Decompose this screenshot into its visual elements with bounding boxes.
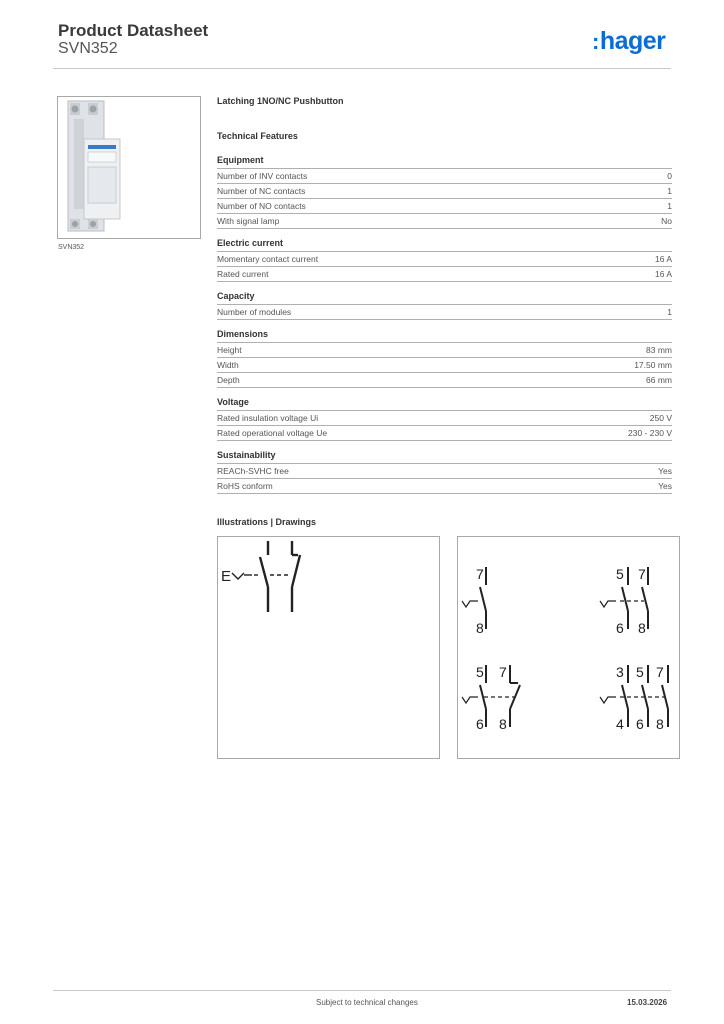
- section-title: Voltage: [217, 397, 672, 411]
- terminal-label: 6: [636, 716, 644, 732]
- spec-row: [217, 184, 672, 199]
- spec-label: Width: [217, 360, 239, 370]
- spec-row: [217, 373, 672, 388]
- symbol-drawing: [217, 536, 440, 759]
- terminal-label: 3: [616, 664, 624, 680]
- terminal-label: 6: [476, 716, 484, 732]
- spec-value: 0: [667, 171, 672, 181]
- spec-label: Height: [217, 345, 242, 355]
- spec-row: [217, 479, 672, 494]
- terminal-label: 4: [616, 716, 624, 732]
- spec-label: REACh-SVHC free: [217, 466, 289, 476]
- hager-logo: :hager: [592, 27, 666, 55]
- terminal-label: 7: [656, 664, 664, 680]
- product-image: [57, 96, 201, 239]
- product-name: Latching 1NO/NC Pushbutton: [217, 96, 344, 106]
- page-title: Product Datasheet: [58, 21, 209, 40]
- section-capacity: [217, 291, 672, 320]
- spec-label: Rated operational voltage Ue: [217, 428, 328, 438]
- section-title: Electric current: [217, 238, 672, 252]
- spec-value: 230 - 230 V: [628, 428, 672, 438]
- spec-value: 1: [667, 201, 672, 211]
- spec-value: 16 A: [654, 254, 672, 264]
- section-dimensions: [217, 329, 672, 388]
- spec-value: Yes: [658, 466, 672, 476]
- wiring-diagrams: [457, 536, 680, 759]
- spec-row: [217, 252, 672, 267]
- section-sustainability: [217, 450, 672, 494]
- spec-label: Depth: [217, 375, 240, 385]
- section-voltage: [217, 397, 672, 441]
- pushbutton-symbol-icon: [218, 537, 439, 758]
- footer-note: Subject to technical changes: [316, 998, 418, 1007]
- datasheet-content: [217, 96, 672, 494]
- footer-divider: [53, 990, 671, 991]
- spec-label: Number of modules: [217, 307, 292, 317]
- illustrations-heading: Illustrations | Drawings: [217, 517, 317, 527]
- spec-label: Number of INV contacts: [217, 171, 308, 181]
- footer-date: 15.03.2026: [627, 998, 668, 1007]
- spec-value: Yes: [658, 481, 672, 491]
- terminal-label: 8: [499, 716, 507, 732]
- spec-value: 16 A: [654, 269, 672, 279]
- section-equipment: [217, 155, 672, 229]
- spec-row: [217, 169, 672, 184]
- terminal-label: 8: [638, 620, 646, 636]
- spec-value: 1: [667, 186, 672, 196]
- spec-value: 1: [667, 307, 672, 317]
- spec-label: Number of NC contacts: [217, 186, 306, 196]
- terminal-wiring-icon: [458, 537, 679, 758]
- spec-value: No: [661, 216, 672, 226]
- section-title: Sustainability: [217, 450, 672, 464]
- spec-row: [217, 464, 672, 479]
- product-image-caption: SVN352: [58, 244, 85, 251]
- spec-row: [217, 411, 672, 426]
- terminal-label: 7: [476, 566, 484, 582]
- spec-label: Rated current: [217, 269, 269, 279]
- section-title: Dimensions: [217, 329, 672, 343]
- terminal-label: 7: [499, 664, 507, 680]
- spec-value: 66 mm: [646, 375, 672, 385]
- spec-row: [217, 343, 672, 358]
- terminal-label: 7: [638, 566, 646, 582]
- terminal-label: 6: [616, 620, 624, 636]
- spec-row: [217, 358, 672, 373]
- spec-value: 250 V: [649, 413, 672, 423]
- logo-text: hager: [599, 27, 666, 55]
- terminal-label: 8: [476, 620, 484, 636]
- symbol-actuator-label: E: [221, 568, 232, 585]
- spec-value: 83 mm: [646, 345, 672, 355]
- header-divider: [53, 68, 671, 69]
- terminal-label: 5: [616, 566, 624, 582]
- product-photo-icon: [58, 97, 200, 238]
- section-title: Equipment: [217, 155, 672, 169]
- spec-row: [217, 267, 672, 282]
- section-title: Capacity: [217, 291, 672, 305]
- terminal-label: 5: [476, 664, 484, 680]
- spec-value: 17.50 mm: [634, 360, 672, 370]
- spec-row: [217, 305, 672, 320]
- terminal-label: 8: [656, 716, 664, 732]
- spec-row: [217, 426, 672, 441]
- spec-label: RoHS conform: [217, 481, 273, 491]
- spec-label: Number of NO contacts: [217, 201, 306, 211]
- spec-label: With signal lamp: [217, 216, 280, 226]
- terminal-label: 5: [636, 664, 644, 680]
- spec-row: [217, 214, 672, 229]
- spec-label: Momentary contact current: [217, 254, 319, 264]
- technical-features-heading: Technical Features: [217, 131, 298, 141]
- product-code: SVN352: [58, 40, 118, 57]
- spec-row: [217, 199, 672, 214]
- section-electric-current: [217, 238, 672, 282]
- spec-label: Rated insulation voltage Ui: [217, 413, 319, 423]
